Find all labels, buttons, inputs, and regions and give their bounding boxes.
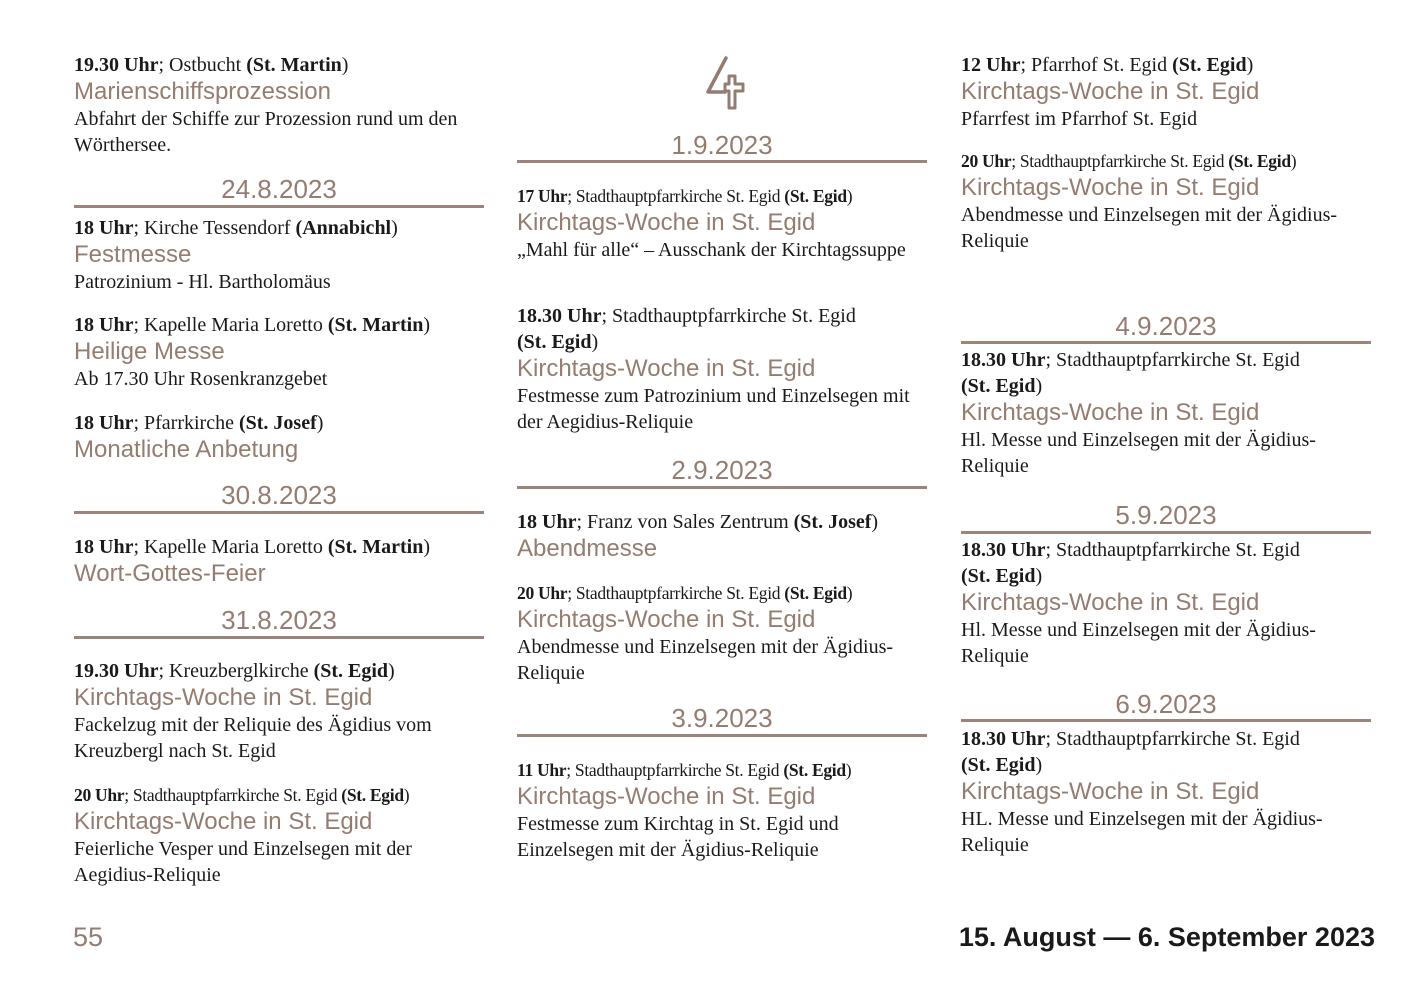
date-rule xyxy=(961,719,1371,722)
event-maria-loretto-1 xyxy=(74,312,484,392)
event-info: 18.30 Uhr; Stadthauptpfarrkirche St. Egid xyxy=(961,539,1300,561)
event-info: 18 Uhr; Franz von Sales Zentrum (St. Josef) xyxy=(517,511,879,533)
event-info: 19.30 Uhr; Kreuzberglkirche (St. Egid) xyxy=(74,660,395,682)
parish-cross-logo-icon xyxy=(699,54,747,114)
date-heading: 1.9.2023 xyxy=(671,130,773,160)
date-heading: 4.9.2023 xyxy=(1115,311,1217,341)
event-description: Fackelzug mit der Reliquie des Ägidius vom Kreuzbergl nach St. Egid xyxy=(74,714,432,762)
event-title: Kirchtags-Woche in St. Egid xyxy=(961,78,1260,105)
date-heading: 5.9.2023 xyxy=(1115,500,1217,530)
event-hl-messe-5 xyxy=(961,537,1371,669)
event-title: Kirchtags-Woche in St. Egid xyxy=(517,783,816,810)
event-description: „Mahl für alle“ – Ausschank der Kirchtagssuppe xyxy=(517,239,906,261)
date-range: 15. August — 6. September 2023 xyxy=(958,922,1375,952)
event-title: Kirchtags-Woche in St. Egid xyxy=(517,606,816,633)
event-title: Kirchtags-Woche in St. Egid xyxy=(74,684,373,711)
event-abendmesse-20 xyxy=(961,148,1371,254)
event-info: 18 Uhr; Kirche Tessendorf (Annabichl) xyxy=(74,217,398,239)
event-mahl xyxy=(517,183,927,263)
event-title: Kirchtags-Woche in St. Egid xyxy=(961,399,1260,426)
event-title: Heilige Messe xyxy=(74,338,225,365)
event-info: 18 Uhr; Pfarrkirche (St. Josef) xyxy=(74,412,324,434)
event-description: Festmesse zum Kirchtag in St. Egid und Einzelsegen mit der Ägidius-Reliquie xyxy=(517,813,839,861)
event-info: 18.30 Uhr; Stadthauptpfarrkirche St. Egid xyxy=(961,349,1300,371)
event-info: 11 Uhr; Stadthauptpfarrkirche St. Egid (St. Egid) xyxy=(517,760,852,780)
date-heading: 6.9.2023 xyxy=(1115,689,1217,719)
event-vesper xyxy=(74,782,484,888)
event-info: 19.30 Uhr; Ostbucht (St. Martin) xyxy=(74,54,349,76)
event-kreuzbergl xyxy=(74,658,484,764)
page-number: 55 xyxy=(73,922,104,952)
event-title: Abendmesse xyxy=(517,535,658,562)
event-tessendorf xyxy=(74,215,484,295)
event-festmesse-patrozinium xyxy=(517,303,927,435)
date-rule xyxy=(961,341,1371,344)
event-title: Wort-Gottes-Feier xyxy=(74,560,266,587)
event-parish: (St. Egid) xyxy=(961,565,1043,587)
date-heading: 24.8.2023 xyxy=(221,174,337,204)
event-title: Festmesse xyxy=(74,241,192,268)
event-ostbucht xyxy=(74,52,484,158)
date-heading: 31.8.2023 xyxy=(221,605,337,635)
date-rule xyxy=(517,734,927,737)
event-title: Kirchtags-Woche in St. Egid xyxy=(961,589,1260,616)
date-heading: 2.9.2023 xyxy=(671,455,773,485)
date-rule xyxy=(517,160,927,163)
date-heading: 30.8.2023 xyxy=(221,480,337,510)
event-abendmesse xyxy=(517,580,927,686)
event-kirchtag xyxy=(517,757,927,863)
date-rule xyxy=(74,511,484,514)
event-title: Kirchtags-Woche in St. Egid xyxy=(961,778,1260,805)
event-description: Patrozinium - Hl. Bartholomäus xyxy=(74,271,331,293)
event-pfarrkirche xyxy=(74,410,484,464)
event-title: Kirchtags-Woche in St. Egid xyxy=(961,174,1260,201)
event-info: 18 Uhr; Kapelle Maria Loretto (St. Martin) xyxy=(74,536,431,558)
event-description: Abendmesse und Einzelsegen mit der Ägidius-Reliquie xyxy=(517,636,894,684)
event-description: Abfahrt der Schiffe zur Prozession rund um den Wörthersee. xyxy=(74,108,458,156)
event-franz-von-sales xyxy=(517,509,927,563)
event-description: Festmesse zum Patrozinium und Einzelsegen mit der Aegidius-Reliquie xyxy=(517,385,910,433)
date-rule xyxy=(517,486,927,489)
event-info: 18.30 Uhr; Stadthauptpfarrkirche St. Egid xyxy=(517,305,856,327)
event-info: 18 Uhr; Kapelle Maria Loretto (St. Martin) xyxy=(74,314,431,336)
event-info: 20 Uhr; Stadthauptpfarrkirche St. Egid (St. Egid) xyxy=(74,785,410,805)
event-description: Pfarrfest im Pfarrhof St. Egid xyxy=(961,108,1198,130)
event-description: Abendmesse und Einzelsegen mit der Ägidius-Reliquie xyxy=(961,204,1338,252)
event-description: Ab 17.30 Uhr Rosenkranzgebet xyxy=(74,368,328,390)
event-pfarrfest xyxy=(961,52,1371,132)
date-rule xyxy=(74,205,484,208)
event-title: Monatliche Anbetung xyxy=(74,436,299,463)
date-heading: 3.9.2023 xyxy=(671,703,773,733)
event-info: 12 Uhr; Pfarrhof St. Egid (St. Egid) xyxy=(961,54,1254,76)
event-description: Hl. Messe und Einzelsegen mit der Ägidius-Reliquie xyxy=(961,619,1316,667)
event-info: 20 Uhr; Stadthauptpfarrkirche St. Egid (St. Egid) xyxy=(517,583,853,603)
event-info: 17 Uhr; Stadthauptpfarrkirche St. Egid (St. Egid) xyxy=(517,186,853,206)
date-rule xyxy=(961,531,1371,534)
event-description: Feierliche Vesper und Einzelsegen mit der Aegidius-Reliquie xyxy=(74,838,412,886)
event-parish: (St. Egid) xyxy=(961,375,1043,397)
date-rule xyxy=(74,636,484,639)
event-hl-messe-6 xyxy=(961,726,1371,858)
event-title: Kirchtags-Woche in St. Egid xyxy=(517,209,816,236)
event-hl-messe-4 xyxy=(961,347,1371,479)
event-info: 20 Uhr; Stadthauptpfarrkirche St. Egid (St. Egid) xyxy=(961,151,1297,171)
event-description: HL. Messe und Einzelsegen mit der Ägidius-Reliquie xyxy=(961,808,1323,856)
event-title: Marienschiffsprozession xyxy=(74,78,332,105)
event-info: 18.30 Uhr; Stadthauptpfarrkirche St. Egid xyxy=(961,728,1300,750)
event-title: Kirchtags-Woche in St. Egid xyxy=(74,808,373,835)
event-description: Hl. Messe und Einzelsegen mit der Ägidius-Reliquie xyxy=(961,429,1316,477)
event-parish: (St. Egid) xyxy=(517,331,599,353)
event-title: Kirchtags-Woche in St. Egid xyxy=(517,355,816,382)
event-parish: (St. Egid) xyxy=(961,754,1043,776)
event-maria-loretto-2 xyxy=(74,534,484,588)
